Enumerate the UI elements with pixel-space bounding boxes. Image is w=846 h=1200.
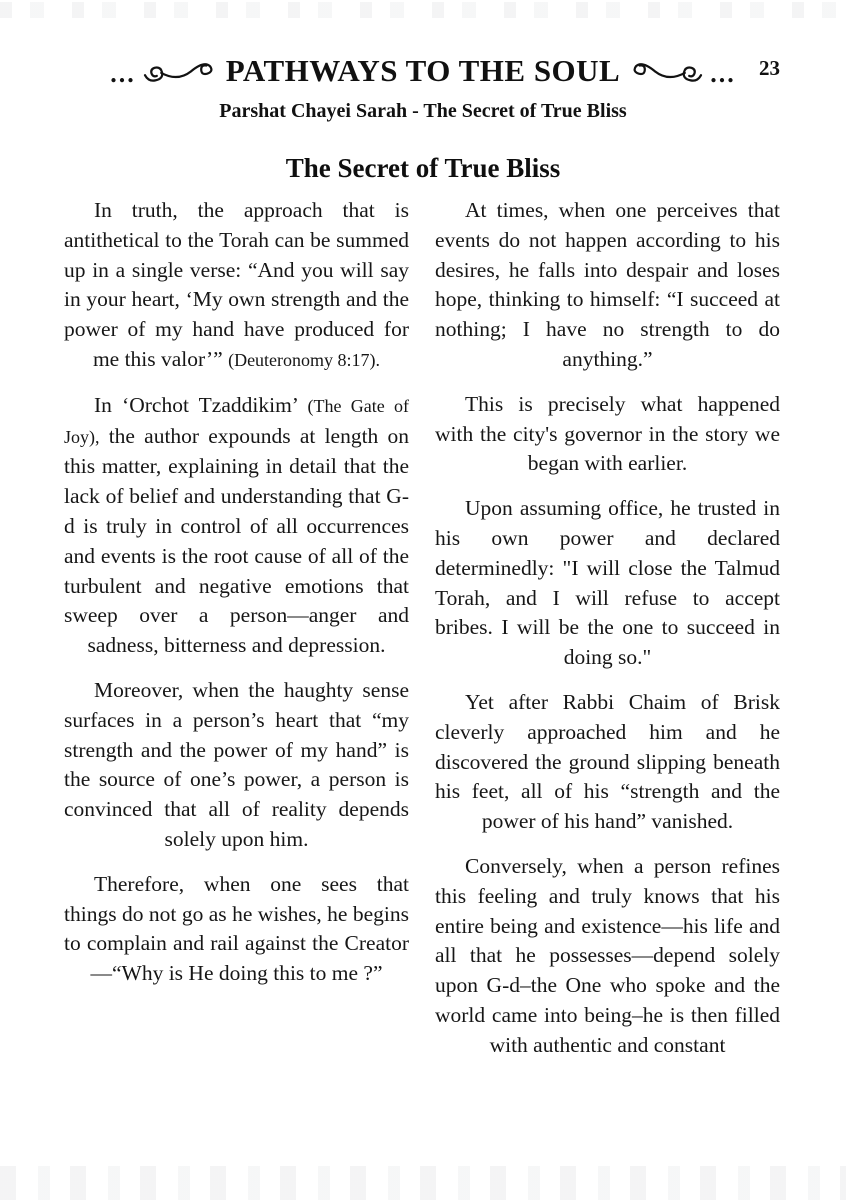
paragraph (435, 852, 780, 1061)
paragraph (435, 688, 780, 837)
ornament-dots-right: ... (710, 59, 736, 88)
body-text: In ‘Orchot Tzaddikim’ (94, 392, 308, 417)
body-text: In truth, the approach that is antithetical to the Torah can be summed up in a single verse: “And you will say in your heart, ‘My own strength and the power of my hand have produced for me this valor’” (64, 198, 409, 371)
paragraph (435, 390, 780, 479)
body-text: At times, when one perceives that events do not happen according to his desires, he falls into despair and loses hope, thinking to himself: “I succeed at nothing; I have no strength to do anything.” (435, 198, 780, 371)
citation-text: (Deuteronomy 8:17). (228, 349, 381, 370)
body-text: Yet after Rabbi Chaim of Brisk cleverly approached him and he discovered the ground slipping beneath his feet, all of his “strength and the power of his hand” vanished. (435, 689, 780, 834)
flourish-left-icon (142, 54, 216, 86)
header-row (0, 48, 846, 92)
right-column (435, 196, 780, 1076)
paragraph (64, 676, 409, 855)
paragraph (64, 391, 409, 661)
chapter-subtitle: Parshat Chayei Sarah - The Secret of True Bliss (219, 100, 627, 122)
body-text: Therefore, when one sees that things do not go as he wishes, he begins to complain and rail against the Creator—“Why is He doing this to me ?” (64, 871, 409, 986)
paragraph (435, 196, 780, 375)
page-number: 23 (759, 56, 780, 80)
paragraph (435, 494, 780, 673)
body-text: This is precisely what happened with the city's governor in the story we began with earlier. (435, 391, 780, 476)
flourish-right-icon (630, 54, 704, 86)
body-text: the author expounds at length on this matter, explaining in detail that the lack of belief and understanding that G-d is truly in control of all occurrences and events is the root cause of all of the turbulent and negative emotions that sweep over a person—anger and sadness, bitterness and depression. (64, 423, 409, 658)
section-title: The Secret of True Bliss (285, 153, 561, 183)
scan-noise-bottom (0, 1166, 846, 1200)
page-header (0, 0, 846, 123)
body-text: Conversely, when a person refines this feeling and truly knows that his entire being and existence—his life and all that he possesses—depend solely upon G-d–the One who spoke and the world came into being–he is then filled with authentic and constant (435, 853, 780, 1057)
paragraph (64, 870, 409, 989)
paragraph (64, 196, 409, 376)
ornament-dots-left: ... (110, 59, 136, 88)
text-columns (0, 190, 846, 1076)
book-title: PATHWAYS TO THE SOUL (225, 52, 621, 88)
body-text: Upon assuming office, he trusted in his own power and declared determinedly: "I will close the Talmud Torah, and I will refuse to accept bribes. I will be the one to succeed in doing so." (435, 496, 780, 670)
citation-text: (The Gate of Joy), (64, 395, 409, 447)
left-column (64, 196, 409, 1076)
body-text: Moreover, when the haughty sense surfaces in a person’s heart that “my strength and the power of my hand” is the source of one’s power, a person is convinced that all of reality depends solely upon him. (64, 677, 409, 851)
